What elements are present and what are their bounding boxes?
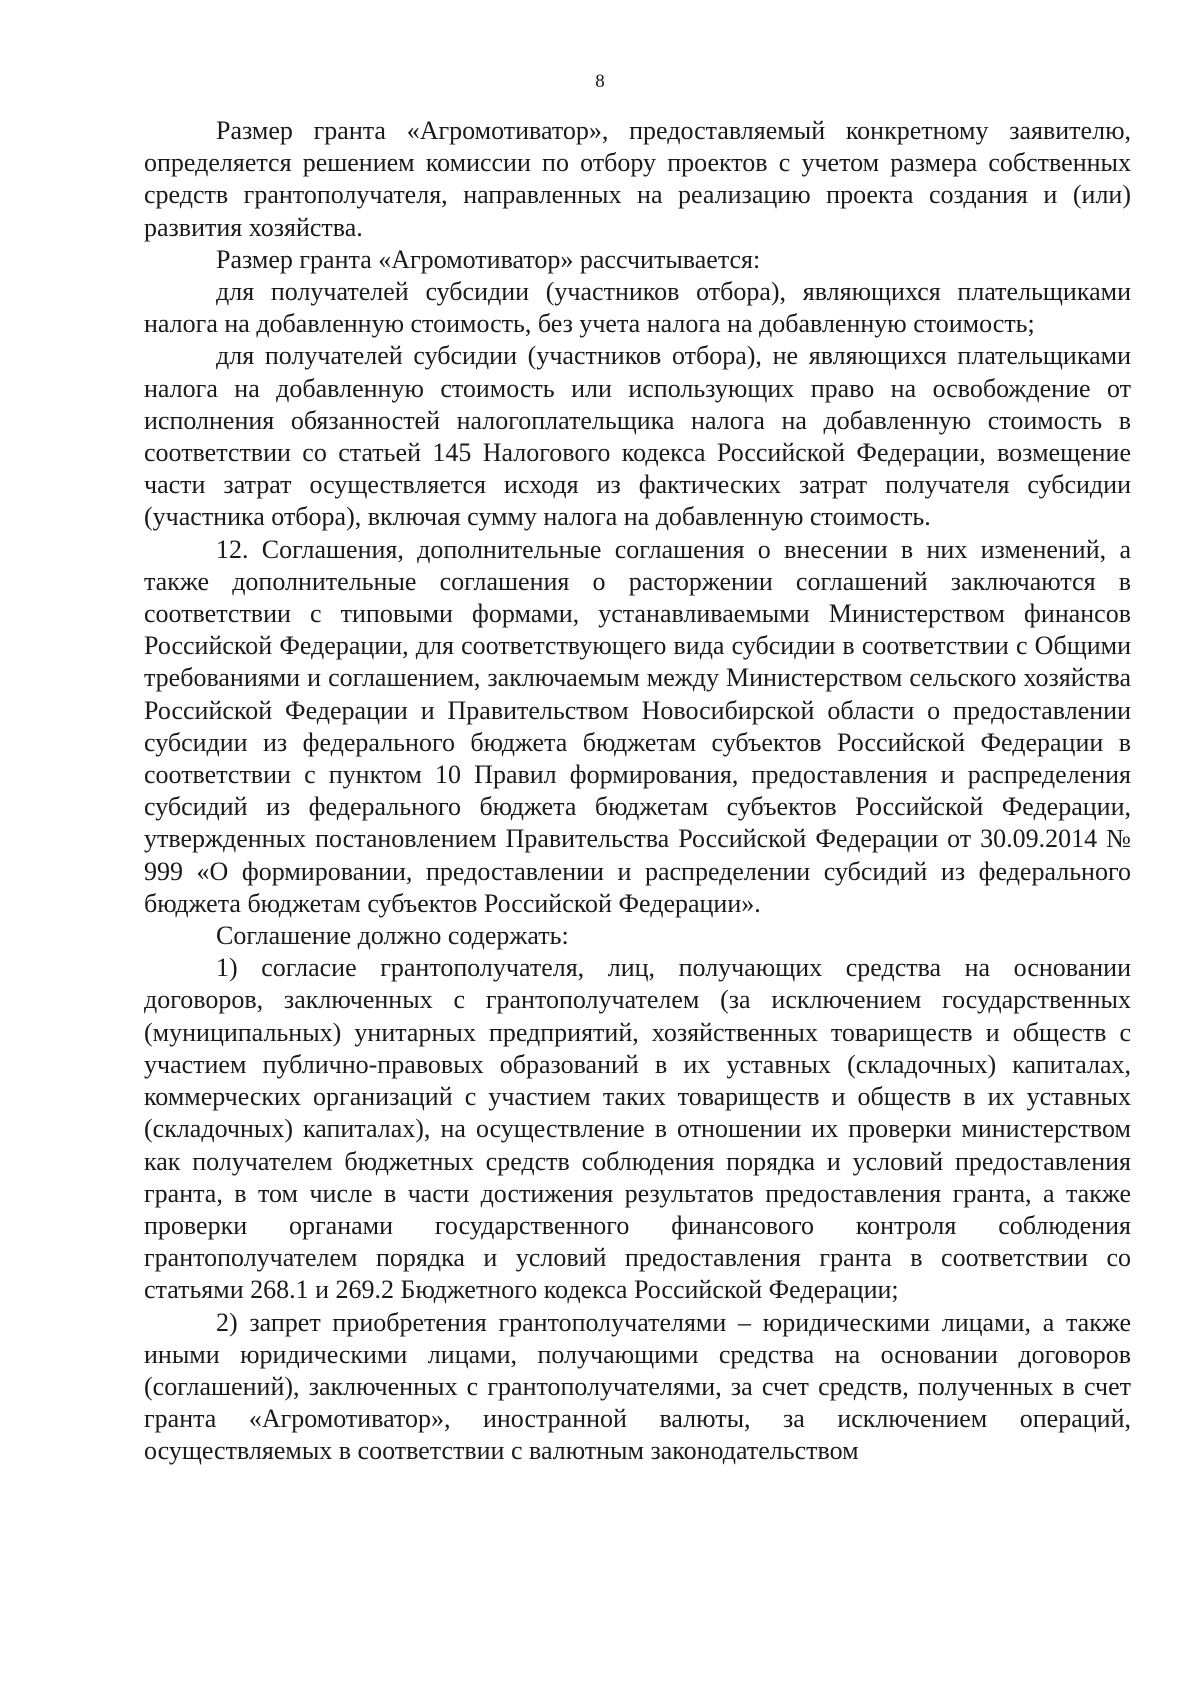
paragraph-item-1-consent: 1) согласие грантополучателя, лиц, получающих средства на основании договоров, заключенных с грантополучателем (за исключением государственных (муниципальных) унитарных предприятий, хозяйственных товариществ и обществ с участием публично-правовых образований в их уставных (складочных) капиталах, коммерческих организаций с участием таких товариществ и обществ в их уставных (складочных) капиталах), на осуществление в отношении их проверки министерством как получателем бюджетных средств соблюдения порядка и условий предоставления гранта, в том числе в части достижения результатов предоставления гранта, а также проверки органами государственного финансового контроля соблюдения грантополучателем порядка и условий предоставления гранта в соответствии со статьями 268.1 и 269.2 Бюджетного кодекса Российской Федерации; [144,953,1131,1305]
paragraph-agreements-12: 12. Соглашения, дополнительные соглашения о внесении в них изменений, а также дополнительные соглашения о расторжении соглашений заключаются в соответствии с типовыми формами, устанавливаемыми Министерством финансов Российской Федерации, для соответствующего вида субсидии в соответствии с Общими требованиями и соглашением, заключаемым между Министерством сельского хозяйства Российской Федерации и Правительством Новосибирской области о предоставлении субсидии из федерального бюджета бюджетам субъектов Российской Федерации в соответствии с пунктом 10 Правил формирования, предоставления и распределения субсидий из федерального бюджета бюджетам субъектов Российской Федерации, утвержденных постановлением Правительства Российской Федерации от 30.09.2014 № 999 «О формировании, предоставлении и распределении субсидий из федерального бюджета бюджетам субъектов Российской Федерации». [144,534,1131,918]
paragraph-vat-payers: для получателей субсидии (участников отбора), являющихся плательщиками налога на добавленную стоимость, без учета налога на добавленную стоимость; [144,277,1131,339]
paragraph-grant-size: Размер гранта «Агромотиватор», предоставляемый конкретному заявителю, определяется решением комиссии по отбору проектов с учетом размера собственных средств грантополучателя, направленных на реализацию проекта создания и (или) развития хозяйства. [144,116,1131,242]
paragraph-item-2-prohibition: 2) запрет приобретения грантополучателями – юридическими лицами, а также иными юридическими лицами, получающими средства на основании договоров (соглашений), заключенных с грантополучателями, за счет средств, полученных в счет гранта «Агромотиватор», иностранной валюты, за исключением операций, осуществляемых в соответствии с валютным законодательством [144,1307,1131,1466]
document-body [144,115,1131,1468]
page-number: 8 [595,71,605,92]
paragraph-agreement-contents: Соглашение должно содержать: [216,921,569,951]
paragraph-non-vat-payers: для получателей субсидии (участников отбора), не являющихся плательщиками налога на добавленную стоимость или использующих право на освобождение от исполнения обязанностей налогоплательщика налога на добавленную стоимость в соответствии со статьей 145 Налогового кодекса Российской Федерации, возмещение части затрат осуществляется исходя из фактических затрат получателя субсидии (участника отбора), включая сумму налога на добавленную стоимость. [144,341,1131,532]
paragraph-grant-calculation: Размер гранта «Агромотиватор» рассчитывается: [216,244,761,274]
